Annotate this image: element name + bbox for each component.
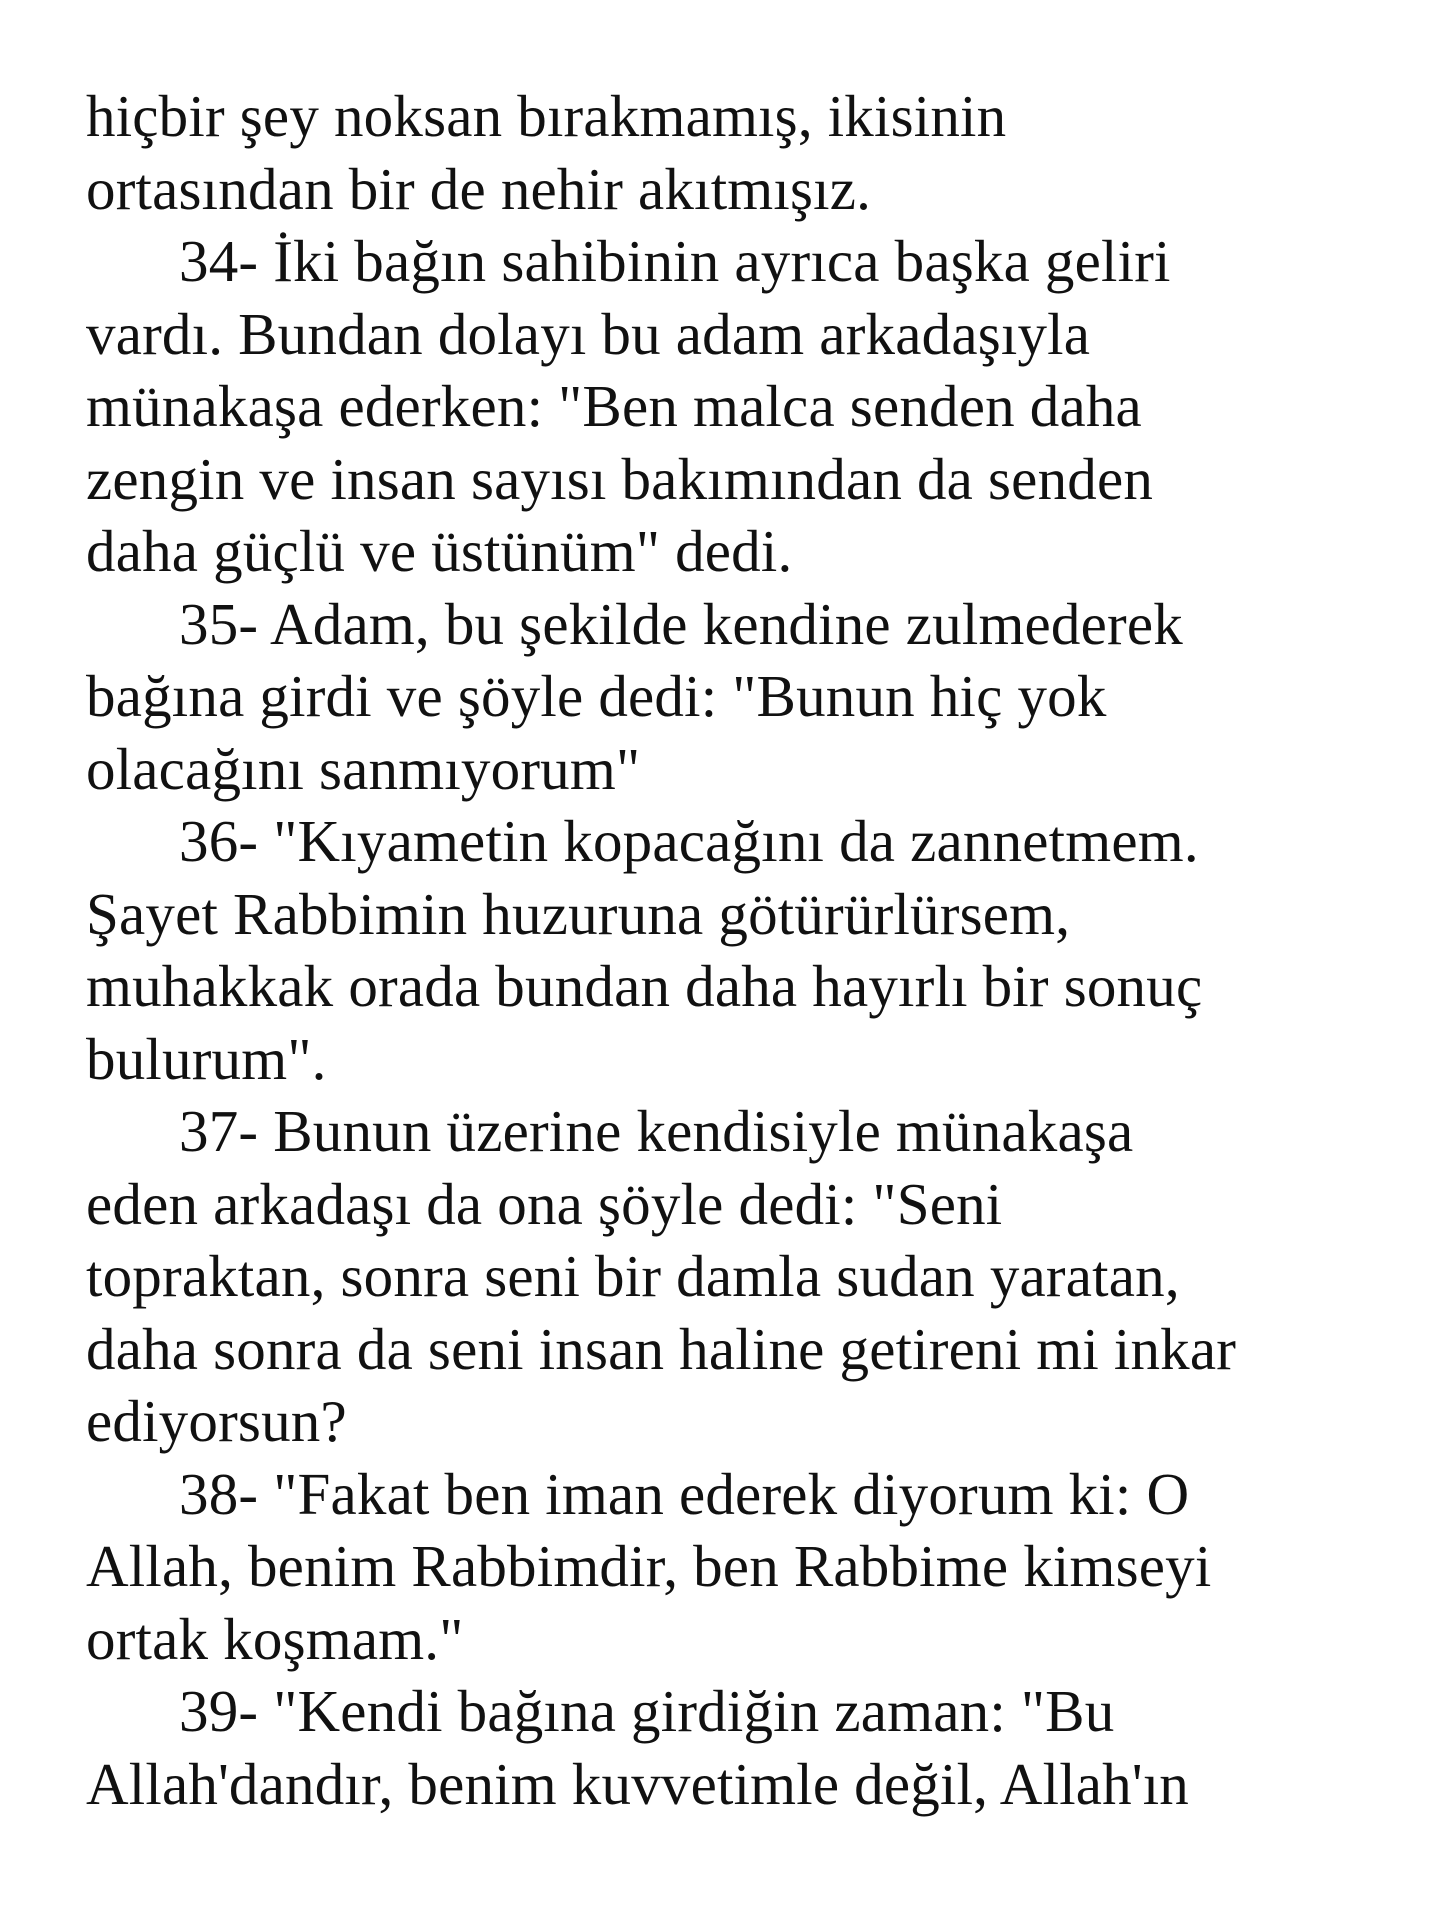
verse-35-start: 35- Adam, bu şekilde kendine zulmederek: [179, 590, 1183, 657]
text-line: hiçbir şey noksan bırakmamış, ikisinin: [86, 83, 1007, 149]
document-page: [86, 80, 1386, 1820]
verse-34-start: 34- İki bağın sahibinin ayrıca başka geliri: [179, 228, 1171, 294]
text-line: ediyorsun?: [86, 1388, 347, 1454]
verse-39-start: 39- "Kendi bağına girdiğin zaman: "Bu: [179, 1678, 1115, 1744]
verse-36-start: 36- "Kıyametin kopacağını da zannetmem.: [179, 808, 1199, 874]
text-line: ortasından bir de nehir akıtmışız.: [86, 155, 872, 222]
text-line: bağına girdi ve şöyle dedi: "Bunun hiç yok: [86, 663, 1107, 729]
text-line: daha sonra da seni insan haline getireni mi inkar: [86, 1315, 1237, 1382]
text-line: topraktan, sonra seni bir damla sudan yaratan,: [86, 1243, 1180, 1309]
text-line: Allah, benim Rabbimdir, ben Rabbime kimseyi: [86, 1533, 1212, 1599]
text-line: zengin ve insan sayısı bakımından da senden: [86, 445, 1154, 512]
text-line: Şayet Rabbimin huzuruna götürürlürsem,: [86, 880, 1071, 947]
text-line: eden arkadaşı da ona şöyle dedi: "Seni: [86, 1170, 1003, 1237]
text-line: bulurum".: [86, 1025, 327, 1092]
text-line: ortak koşmam.": [86, 1605, 464, 1672]
text-line: daha güçlü ve üstünüm" dedi.: [86, 518, 793, 584]
text-line: vardı. Bundan dolayı bu adam arkadaşıyla: [86, 300, 1091, 367]
text-line: muhakkak orada bundan daha hayırlı bir sonuç: [86, 953, 1203, 1019]
text-line: münakaşa ederken: "Ben malca senden daha: [86, 373, 1142, 439]
text-line: olacağını sanmıyorum": [86, 735, 641, 802]
text-line: Allah'dandır, benim kuvvetimle değil, Allah'ın: [86, 1750, 1190, 1817]
verse-37-start: 37- Bunun üzerine kendisiyle münakaşa: [179, 1098, 1134, 1164]
verse-38-start: 38- "Fakat ben iman ederek diyorum ki: O: [179, 1460, 1190, 1527]
